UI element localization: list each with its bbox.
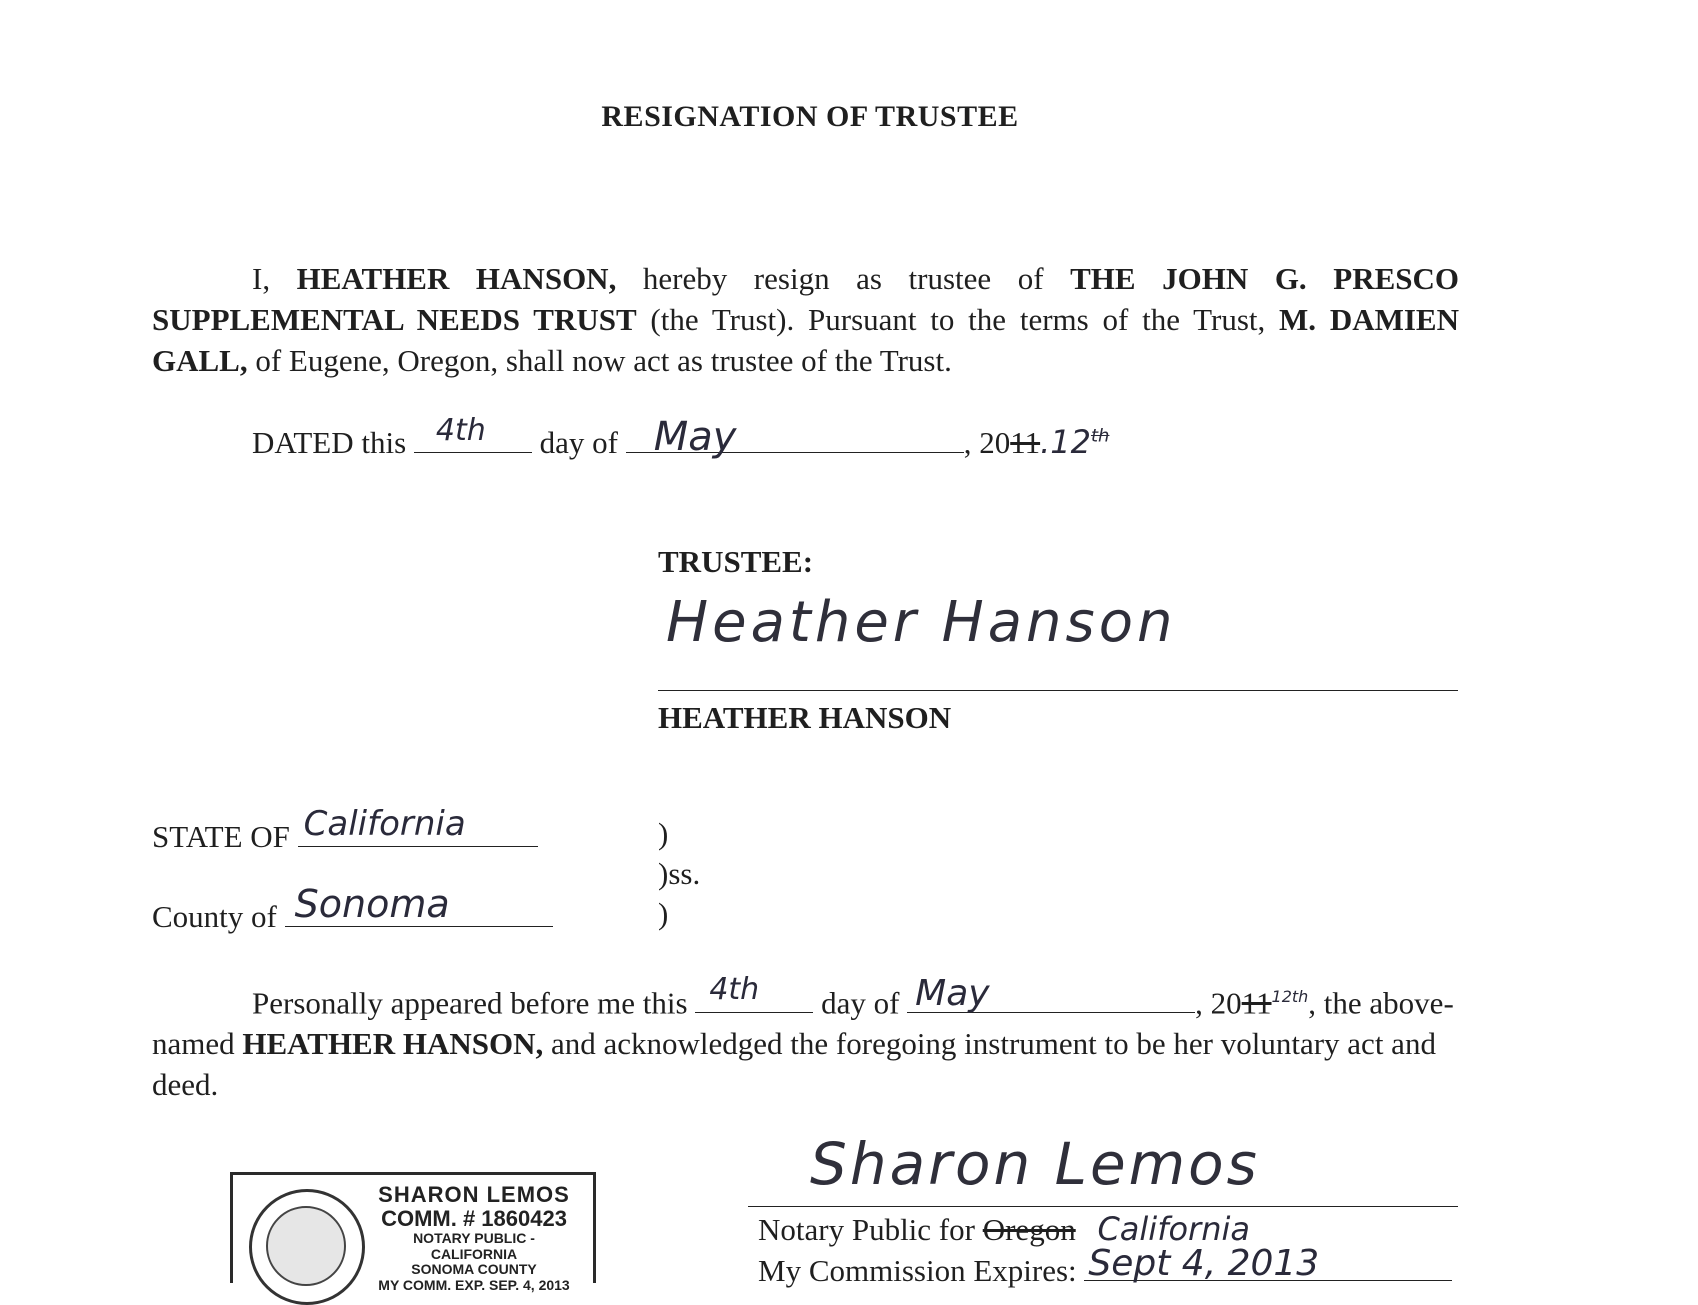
- commission-blank: [1084, 1243, 1452, 1284]
- acknowledgment-paragraph: [152, 972, 1459, 1105]
- notary-public-handwritten: California: [1097, 1210, 1250, 1248]
- trustee-signature-line: [658, 690, 1458, 691]
- venue-paren-1: ): [658, 816, 669, 851]
- ack-day-handwritten: 4th: [709, 972, 760, 1008]
- dated-line: [252, 413, 1110, 461]
- venue-paren-2: ): [658, 896, 669, 931]
- stamp-name: SHARON LEMOS: [378, 1182, 570, 1207]
- ack-day-blank: [695, 972, 813, 1013]
- trustee-label: TRUSTEE:: [658, 544, 814, 579]
- para-text-3: (the Trust). Pursuant to the terms of the Trust,: [636, 302, 1280, 337]
- dated-year-handwritten: .12: [1040, 423, 1091, 461]
- venue-ss: )ss.: [658, 856, 701, 891]
- ack-text-1: Personally appeared before me this: [252, 985, 688, 1021]
- dated-year-struck: 11: [1010, 425, 1041, 460]
- county-label: County of: [152, 899, 277, 934]
- state-line: [152, 804, 538, 855]
- para-text-1: I,: [252, 261, 297, 296]
- ack-month-blank: [907, 973, 1195, 1015]
- county-handwritten: Sonoma: [294, 882, 450, 926]
- trustee-printed-name: HEATHER HANSON: [658, 700, 952, 735]
- resignation-paragraph: [152, 258, 1459, 381]
- para-text-4: of Eugene, Oregon, shall now act as trustee of the Trust.: [247, 343, 952, 378]
- stamp-text: [369, 1183, 579, 1293]
- state-label: STATE OF: [152, 819, 290, 854]
- notary-public-struck: Oregon: [982, 1212, 1076, 1247]
- dated-day-blank: [414, 413, 532, 453]
- ack-year-prefix: , 20: [1195, 985, 1242, 1021]
- ack-year-handwritten: 12th: [1271, 987, 1309, 1006]
- commission-line: [758, 1243, 1452, 1289]
- notary-signature: Sharon Lemos: [810, 1130, 1260, 1198]
- state-seal-icon: [249, 1189, 365, 1305]
- document-title: RESIGNATION OF TRUSTEE: [601, 100, 1019, 133]
- dated-day-handwritten: 4th: [435, 413, 486, 448]
- stamp-county: SONOMA COUNTY: [411, 1261, 537, 1278]
- stamp-notary-public: NOTARY PUBLIC - CALIFORNIA: [413, 1230, 535, 1262]
- trustee-signature: Heather Hanson: [666, 590, 1177, 655]
- stamp-comm: COMM. # 1860423: [381, 1206, 567, 1232]
- stamp-expiry: MY COMM. EXP. SEP. 4, 2013: [378, 1276, 570, 1293]
- dated-prefix: DATED this: [252, 425, 407, 460]
- ack-mid: day of: [821, 985, 900, 1021]
- para-text-2: hereby resign as trustee of: [616, 261, 1071, 296]
- ack-year-struck: 11: [1241, 985, 1272, 1021]
- successor-trustee-name: M. DAMIEN GALL,: [152, 302, 1459, 378]
- ack-text-3: and acknowledged the foregoing instrument to be her voluntary act and deed.: [152, 1026, 1436, 1103]
- state-handwritten: California: [303, 804, 466, 844]
- dated-mid: day of: [539, 425, 618, 460]
- dated-month-blank: [626, 414, 964, 460]
- notary-signature-line: [748, 1206, 1458, 1207]
- commission-handwritten: Sept 4, 2013: [1088, 1243, 1320, 1284]
- ack-name: HEATHER HANSON,: [242, 1026, 544, 1062]
- commission-label: My Commission Expires:: [758, 1253, 1077, 1288]
- notary-public-label: Notary Public for: [758, 1212, 975, 1247]
- county-blank: [285, 882, 553, 927]
- dated-year-prefix: , 20: [963, 425, 1011, 460]
- resigning-trustee-name: HEATHER HANSON,: [296, 261, 617, 296]
- ack-text-2: , the above-named: [152, 985, 1454, 1062]
- county-line: [152, 882, 553, 935]
- trust-name: THE JOHN G. PRESCO SUPPLEMENTAL NEEDS TRUST: [152, 261, 1459, 337]
- ack-month-handwritten: May: [915, 973, 990, 1015]
- dated-month-handwritten: May: [653, 414, 737, 460]
- dated-year-suffix-handwritten: th: [1090, 425, 1110, 447]
- state-blank: [298, 804, 538, 847]
- notary-stamp: [230, 1172, 596, 1293]
